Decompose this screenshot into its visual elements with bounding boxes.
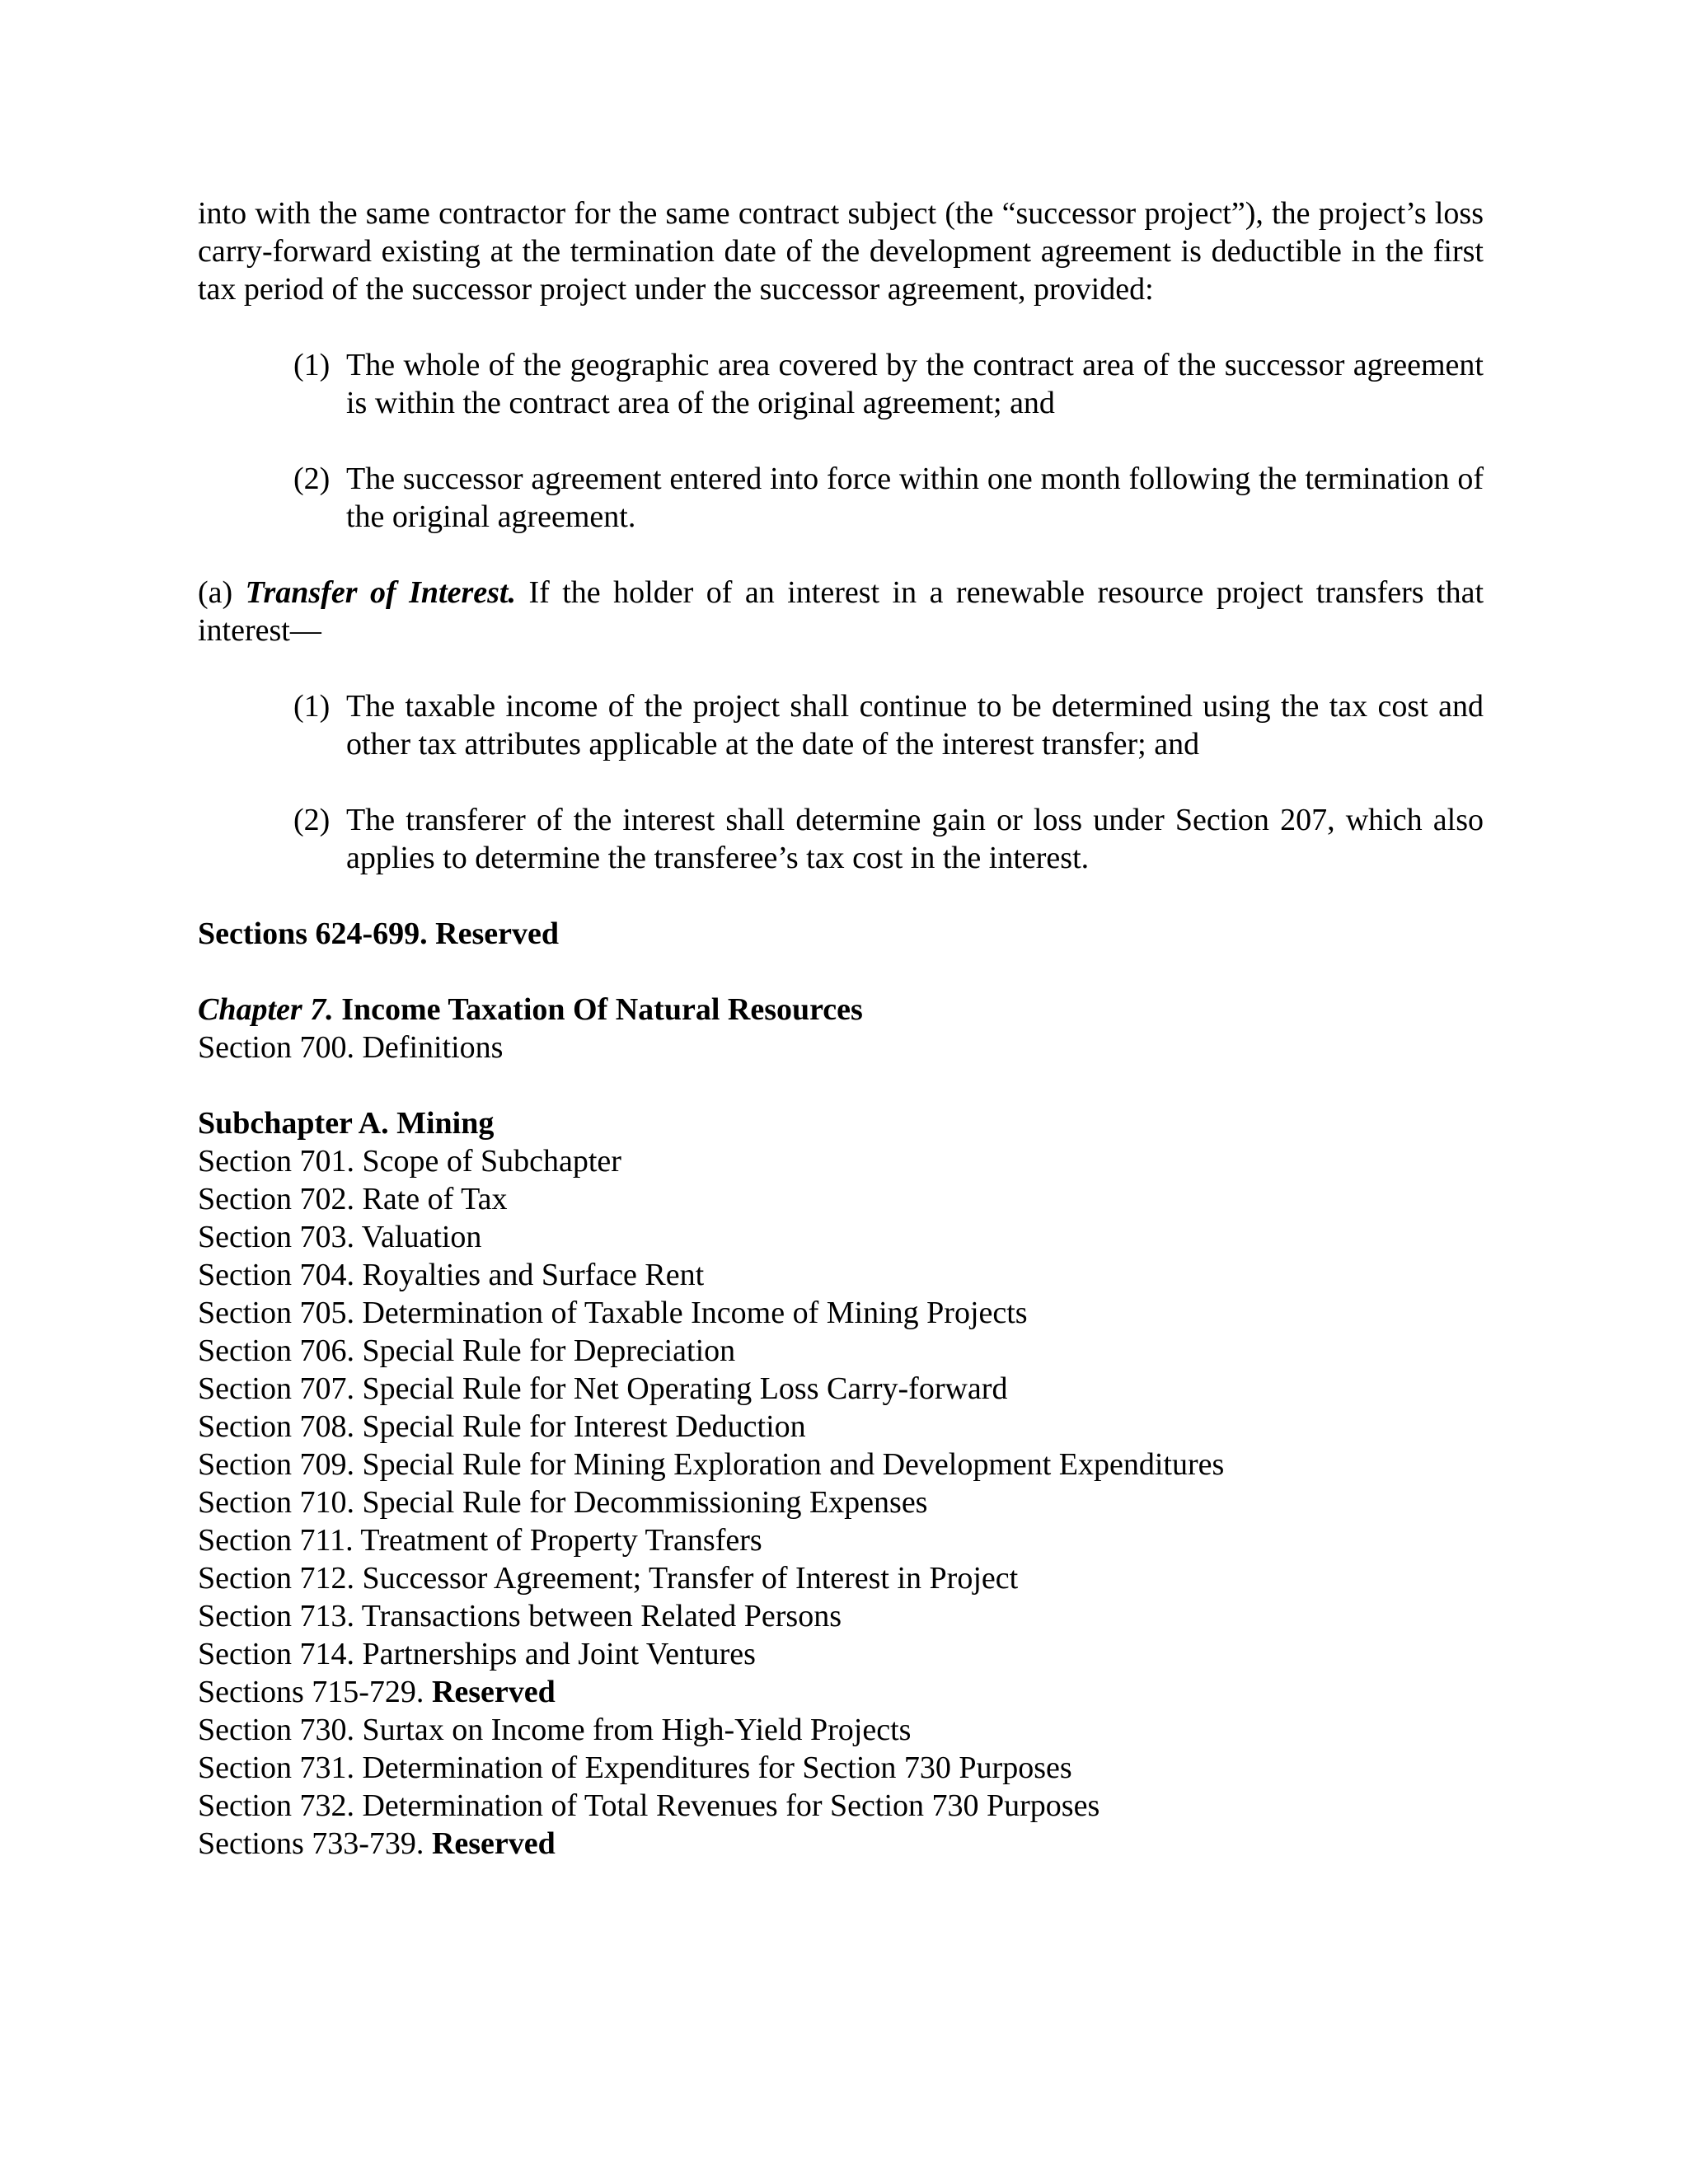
toc-entry-reserved: Reserved <box>431 1675 556 1709</box>
toc-entry-text: Section 701. Scope of Subchapter <box>198 1144 621 1179</box>
table-of-contents <box>198 1142 1484 1863</box>
toc-entry <box>198 1483 1484 1521</box>
toc-entry-text: Section 706. Special Rule for Depreciation <box>198 1333 736 1368</box>
condition-number: (2) <box>293 462 331 496</box>
toc-entry-text: Section 712. Successor Agreement; Transfer of Interest in Project <box>198 1561 1019 1596</box>
toc-entry <box>198 1180 1484 1218</box>
toc-entry <box>198 1559 1484 1597</box>
toc-entry <box>198 1749 1484 1787</box>
transfer-item-number: (1) <box>293 689 331 724</box>
intro-paragraph: into with the same contractor for the same contract subject (the “successor project”), the project’s loss carry-forward existing at the termination date of the development agreement is deductible in the first tax period of the successor project under the successor agreement, provided: <box>198 196 1484 307</box>
toc-entry-text: Section 710. Special Rule for Decommissioning Expenses <box>198 1485 928 1520</box>
condition-number: (1) <box>293 348 331 382</box>
toc-entry <box>198 1294 1484 1332</box>
transfer-item <box>198 687 1484 763</box>
chapter-heading <box>198 991 1484 1029</box>
toc-entry-text: Section 731. Determination of Expenditures for Section 730 Purposes <box>198 1750 1072 1785</box>
toc-entry-text: Section 714. Partnerships and Joint Ventures <box>198 1637 756 1671</box>
toc-entry-text: Sections 715-729. <box>198 1675 432 1709</box>
subchapter-heading: Subchapter A. Mining <box>198 1106 495 1141</box>
toc-entry <box>198 1711 1484 1749</box>
transfer-item <box>198 801 1484 877</box>
transfer-text: If the holder of an interest in a renewable resource project transfers that interest— <box>198 575 1484 648</box>
toc-entry <box>198 1787 1484 1825</box>
toc-entry-text: Section 708. Special Rule for Interest Deduction <box>198 1409 806 1444</box>
transfer-item-text: The taxable income of the project shall continue to be determined using the tax cost and other tax attributes applicable at the date of the interest transfer; and <box>346 689 1484 762</box>
chapter-definitions: Section 700. Definitions <box>198 1030 504 1065</box>
toc-entry <box>198 1332 1484 1370</box>
condition-text: The whole of the geographic area covered by the contract area of the successor agreement is within the contract area of the original agreement; and <box>346 348 1484 420</box>
transfer-prefix: (a) <box>198 575 246 610</box>
transfer-item-text: The transferer of the interest shall determine gain or loss under Section 207, which also applies to determine the transferee’s tax cost in the interest. <box>346 803 1484 875</box>
condition-text: The successor agreement entered into force within one month following the termination of the original agreement. <box>346 462 1484 534</box>
toc-entry <box>198 1256 1484 1294</box>
toc-entry <box>198 1673 1484 1711</box>
toc-entry <box>198 1370 1484 1408</box>
toc-entry <box>198 1408 1484 1446</box>
toc-entry <box>198 1218 1484 1256</box>
toc-entry-reserved: Reserved <box>431 1826 556 1861</box>
toc-entry <box>198 1142 1484 1180</box>
condition-item <box>198 460 1484 536</box>
transfer-item-number: (2) <box>293 803 331 837</box>
document-body <box>198 194 1484 1863</box>
chapter-label: Chapter 7. <box>198 992 334 1027</box>
reserved-heading: Sections 624-699. Reserved <box>198 916 559 951</box>
toc-entry <box>198 1446 1484 1483</box>
chapter-title: Income Taxation Of Natural Resources <box>333 992 863 1027</box>
condition-item <box>198 346 1484 422</box>
toc-entry-text: Section 702. Rate of Tax <box>198 1182 508 1216</box>
transfer-title: Transfer of Interest. <box>245 575 516 610</box>
toc-entry-text: Sections 733-739. <box>198 1826 432 1861</box>
toc-entry <box>198 1597 1484 1635</box>
toc-entry <box>198 1825 1484 1863</box>
toc-entry-text: Section 709. Special Rule for Mining Exploration and Development Expenditures <box>198 1447 1225 1482</box>
transfer-paragraph <box>198 574 1484 649</box>
toc-entry-text: Section 707. Special Rule for Net Operating Loss Carry-forward <box>198 1371 1008 1406</box>
toc-entry-text: Section 730. Surtax on Income from High-Yield Projects <box>198 1713 912 1747</box>
toc-entry-text: Section 713. Transactions between Related Persons <box>198 1599 842 1633</box>
toc-entry-text: Section 704. Royalties and Surface Rent <box>198 1258 705 1292</box>
toc-entry-text: Section 732. Determination of Total Revenues for Section 730 Purposes <box>198 1788 1100 1823</box>
toc-entry-text: Section 703. Valuation <box>198 1220 482 1254</box>
toc-entry-text: Section 711. Treatment of Property Transfers <box>198 1523 762 1558</box>
toc-entry <box>198 1635 1484 1673</box>
toc-entry-text: Section 705. Determination of Taxable Income of Mining Projects <box>198 1296 1028 1330</box>
toc-entry <box>198 1521 1484 1559</box>
